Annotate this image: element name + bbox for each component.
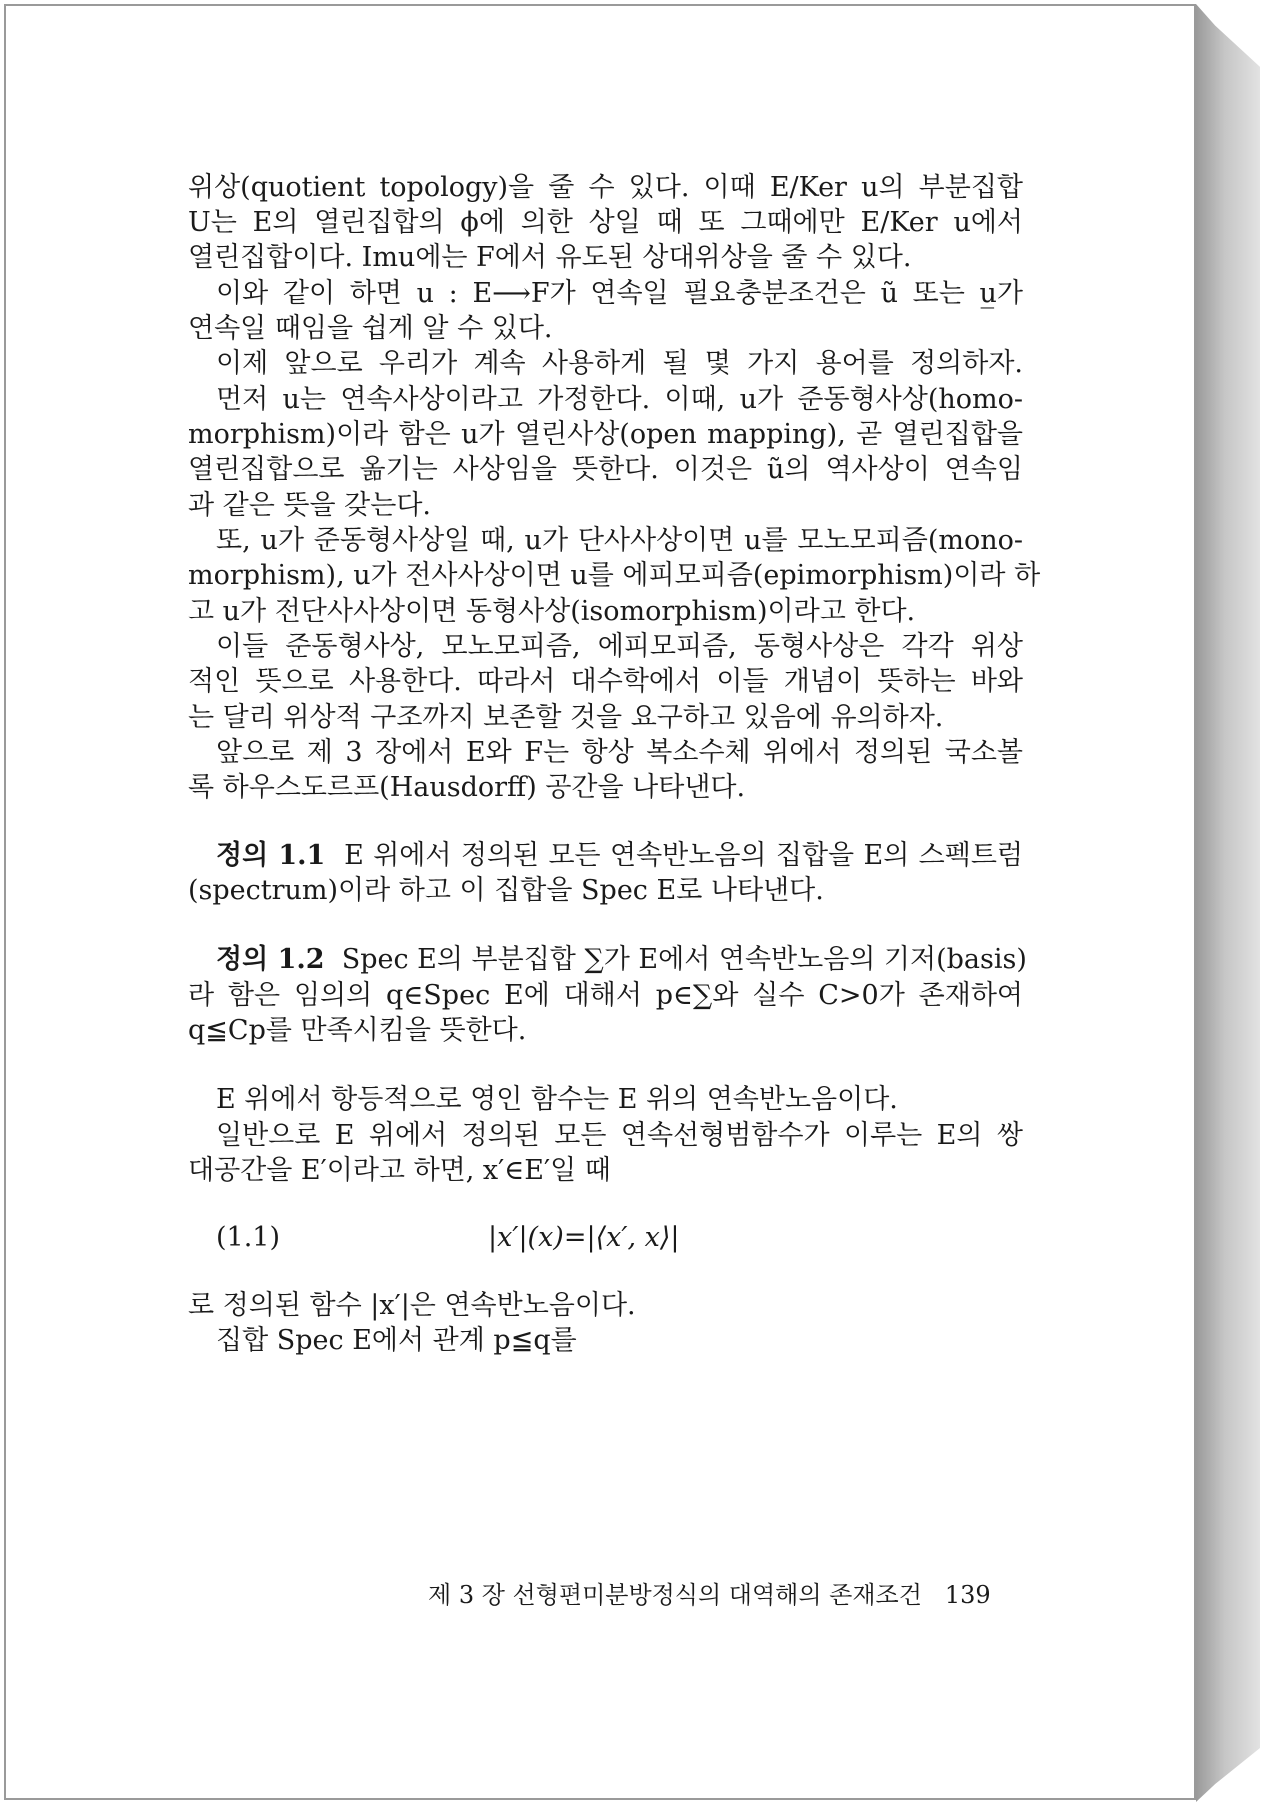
definition-text: E 위에서 정의된 모든 연속반노음의 집합을 E의 스펙트럼	[344, 840, 1023, 871]
definition-label: 정의 1.2	[216, 944, 325, 975]
body-line: U는 E의 열린집합의 ϕ에 의한 상일 때 또 그때에만 E/Ker u에서	[188, 207, 1023, 238]
definition-label: 정의 1.1	[216, 840, 326, 871]
body-line: 앞으로 제 3 장에서 E와 F는 항상 복소수체 위에서 정의된 국소볼	[216, 737, 1023, 768]
body-line: 연속일 때임을 쉽게 알 수 있다.	[188, 313, 553, 344]
page-number: 139	[944, 1581, 991, 1609]
body-line: 고 u가 전단사사상이면 동형사상(isomorphism)이라고 한다.	[188, 596, 916, 627]
body-line: morphism)이라 함은 u가 열린사상(open mapping), 곧 열린집합을	[188, 419, 1023, 450]
definition-1-1	[188, 838, 1023, 874]
body-line: 집합 Spec E에서 관계 p≦q를	[216, 1325, 577, 1356]
body-line: 로 정의된 함수 |x′|은 연속반노음이다.	[188, 1290, 636, 1321]
definition-1-2	[188, 942, 1027, 978]
definition-line: (spectrum)이라 하고 이 집합을 Spec E로 나타낸다.	[188, 875, 824, 906]
equation-formula: |x′|(x)=|⟨x′, x⟩|	[488, 1222, 680, 1253]
body-line: 이제 앞으로 우리가 계속 사용하게 될 몇 가지 용어를 정의하자.	[216, 348, 1023, 379]
page-footer	[428, 1578, 991, 1612]
definition-line: 라 함은 임의의 q∈Spec E에 대해서 p∈∑와 실수 C>0가 존재하여	[188, 980, 1023, 1011]
body-line: 록 하우스도르프(Hausdorff) 공간을 나타낸다.	[188, 772, 746, 803]
chapter-title: 제 3 장 선형편미분방정식의 대역해의 존재조건	[428, 1581, 922, 1609]
page-edge-shadow	[1196, 4, 1260, 1802]
definition-line: q≦Cp를 만족시킴을 뜻한다.	[188, 1015, 527, 1046]
body-line: 대공간을 E′이라고 하면, x′∈E′일 때	[188, 1155, 611, 1186]
equation-number: (1.1)	[216, 1222, 281, 1253]
body-line: 위상(quotient topology)을 줄 수 있다. 이때 E/Ker u의 부분집합	[188, 172, 1023, 203]
body-line: 열린집합으로 옮기는 사상임을 뜻한다. 이것은 ũ의 역사상이 연속임	[188, 454, 1023, 485]
body-line: E 위에서 항등적으로 영인 함수는 E 위의 연속반노음이다.	[216, 1084, 898, 1115]
body-line: 는 달리 위상적 구조까지 보존할 것을 요구하고 있음에 유의하자.	[188, 702, 944, 733]
body-line: 먼저 u는 연속사상이라고 가정한다. 이때, u가 준동형사상(homo-	[216, 384, 1023, 415]
body-line: 과 같은 뜻을 갖는다.	[188, 490, 431, 521]
body-line: 또, u가 준동형사상일 때, u가 단사사상이면 u를 모노모피즘(mono-	[216, 525, 1023, 556]
body-line: 일반으로 E 위에서 정의된 모든 연속선형범함수가 이루는 E의 쌍	[216, 1120, 1023, 1151]
body-line: 이와 같이 하면 u : E⟶F가 연속일 필요충분조건은 ũ 또는 u̲가	[216, 278, 1023, 309]
equation-1-1	[188, 1220, 1023, 1256]
definition-text: Spec E의 부분집합 ∑가 E에서 연속반노음의 기저(basis)	[341, 944, 1027, 975]
body-line: morphism), u가 전사사상이면 u를 에피모피즘(epimorphism)이라 하	[188, 560, 1041, 591]
body-line: 열린집합이다. Imu에는 F에서 유도된 상대위상을 줄 수 있다.	[188, 242, 912, 273]
body-line: 적인 뜻으로 사용한다. 따라서 대수학에서 이들 개념이 뜻하는 바와	[188, 666, 1023, 697]
body-line: 이들 준동형사상, 모노모피즘, 에피모피즘, 동형사상은 각각 위상	[216, 631, 1023, 662]
